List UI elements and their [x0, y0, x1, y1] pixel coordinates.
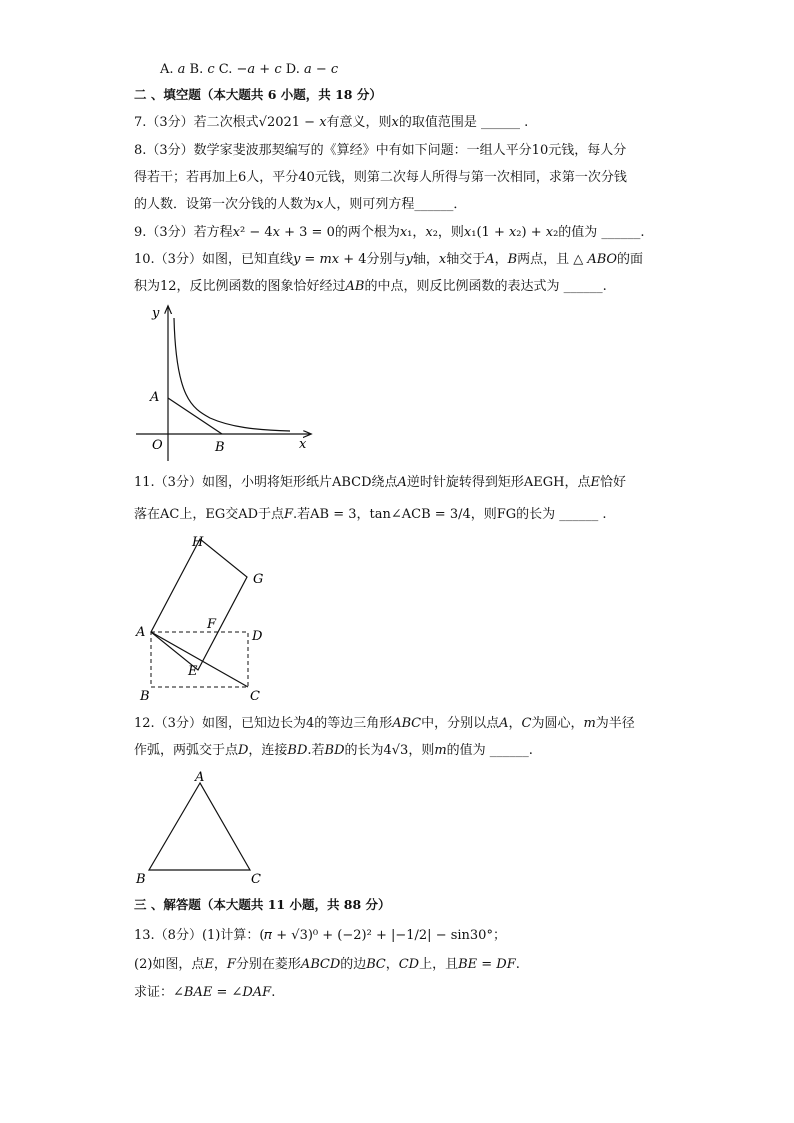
label-b: B — [215, 440, 225, 455]
label-b: B — [140, 689, 150, 704]
figure-q12 — [130, 768, 270, 890]
question-13-part-2: (2)如图，点𝐸，𝐹分别在菱形𝐴𝐵𝐶𝐷的边𝐵𝐶，𝐶𝐷上，且𝐵𝐸 = 𝐷𝐹. — [134, 957, 520, 972]
question-8-line-3: 的人数．设第一次分钱的人数为𝑥人，则可列方程______． — [134, 197, 467, 212]
diagonal-ac — [151, 632, 248, 687]
question-13-proof: 求证：∠𝐵𝐴𝐸 = ∠𝐷𝐴𝐹. — [134, 985, 276, 1000]
label-d: D — [252, 629, 263, 644]
label-y: y — [152, 306, 160, 321]
label-a: A — [136, 625, 146, 640]
triangle-abc — [149, 783, 250, 870]
section-fill-in: 二 、填空题（本大题共 6 小题，共 18 分） — [134, 87, 382, 102]
options-q6: A. 𝑎 B. 𝑐 C. −𝑎 + 𝑐 D. 𝑎 − 𝑐 — [160, 62, 339, 77]
question-9: 9.（3分）若方程𝑥² − 4𝑥 + 3 = 0的两个根为𝑥₁，𝑥₂，则𝑥₁(1 + 𝑥₂) + 𝑥₂的值为 ______. — [134, 225, 645, 240]
label-g: G — [253, 572, 264, 587]
question-8-line-1: 8.（3分）数学家斐波那契编写的《算经》中有如下问题：一组人平分10元钱，每人分 — [134, 143, 627, 158]
label-o: O — [152, 438, 163, 453]
question-10-line-1: 10.（3分）如图，已知直线𝑦 = 𝑚𝑥 + 4分别与𝑦轴，𝑥轴交于𝐴，𝐵两点，且 △ 𝐴𝐵𝑂的面 — [134, 252, 644, 267]
question-11-line-1: 11.（3分）如图，小明将矩形纸片ABCD绕点𝐴逆时针旋转得到矩形AEGH，点𝐸恰好 — [134, 475, 626, 490]
section-solutions: 三 、解答题（本大题共 11 小题，共 88 分） — [134, 897, 391, 912]
question-11-line-2: 落在AC上，EG交AD于点𝐹.若AB = 3，tan∠ACB = 3/4，则FG的长为 ______ . — [134, 507, 607, 522]
question-10-line-2: 积为12，反比例函数的图象恰好经过𝐴𝐵的中点，则反比例函数的表达式为 ______. — [134, 279, 607, 294]
question-12-line-1: 12.（3分）如图，已知边长为4的等边三角形𝐴𝐵𝐶中，分别以点𝐴，𝐶为圆心，𝑚为半径 — [134, 716, 635, 731]
label-c: C — [251, 872, 261, 887]
rect-aegh — [151, 539, 247, 670]
question-7: 7.（3分）若二次根式√2021 − 𝑥有意义，则𝑥的取值范围是 ______ . — [134, 115, 529, 130]
label-a: A — [150, 390, 160, 405]
label-e: E — [188, 664, 198, 679]
figure-q11 — [130, 528, 280, 708]
line-ab — [168, 398, 222, 434]
label-h: H — [192, 535, 204, 550]
figure-q10 — [130, 303, 320, 468]
question-13-part-1: 13.（8分）(1)计算：(𝜋 + √3)⁰ + (−2)² + |−1/2| − sin30°； — [134, 928, 506, 943]
label-f: F — [207, 617, 217, 632]
label-c: C — [250, 689, 260, 704]
question-12-line-2: 作弧，两弧交于点𝐷，连接𝐵𝐷.若𝐵𝐷的长为4√3，则𝑚的值为 ______. — [134, 743, 533, 758]
label-x: x — [299, 437, 307, 452]
question-8-line-2: 得若干；若再加上6人，平分40元钱，则第二次每人所得与第一次相同，求第一次分钱 — [134, 170, 627, 185]
label-a: A — [195, 770, 205, 785]
label-b: B — [136, 872, 146, 887]
